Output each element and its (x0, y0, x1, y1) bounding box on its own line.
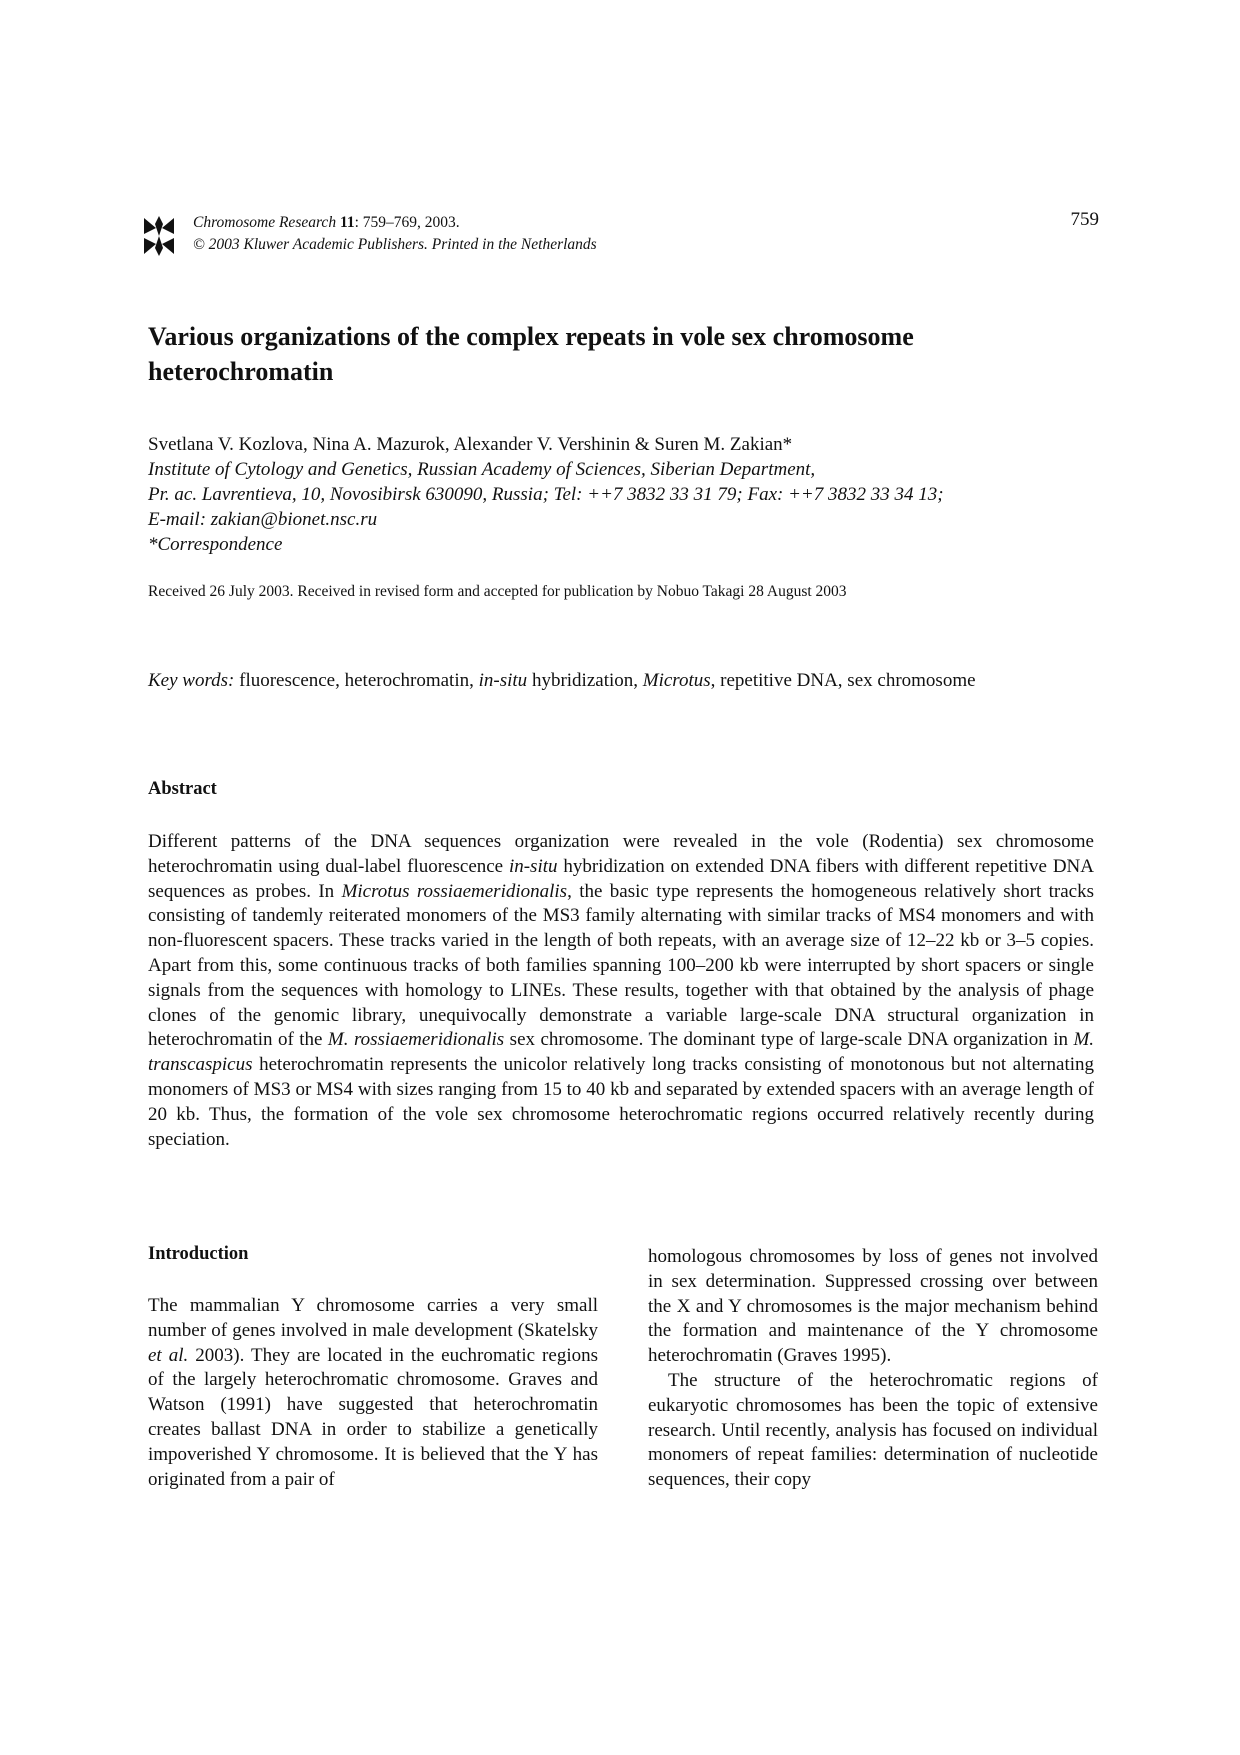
article-title: Various organizations of the complex repeats in vole sex chromosome heterochromatin (148, 322, 914, 386)
abstract-text: Different patterns of the DNA sequences organization were revealed in the vole (Rodentia) sex chromosome heterochromatin using dual-label fluorescence in-situ hybridization on extended DNA fibers with different repetitive DNA sequences as probes. In Microtus rossiaemeridionalis, the basic type represents the homogeneous relatively short tracks consisting of tandemly reiterated monomers of the MS3 family alternating with similar tracks of MS4 monomers and with non-fluorescent spacers. These tracks varied in the length of both repeats, with an average size of 12–22 kb or 3–5 copies. Apart from this, some continuous tracks of both families spanning 100–200 kb were interrupted by short spacers or single signals from the sequences with homology to LINEs. These results, together with that obtained by the analysis of phage clones of the genomic library, unequivocally demonstrate a variable large-scale DNA structural organization in heterochromatin of the M. rossiaemeridionalis sex chromosome. The dominant type of large-scale DNA organization in M. transcaspicus heterochromatin represents the unicolor relatively long tracks consisting of monotonous but not alternating monomers of MS3 or MS4 with sizes ranging from 15 to 40 kb and separated by extended spacers with an average length of 20 kb. Thus, the formation of the vole sex chromosome heterochromatic regions occurred relatively recently during speciation. (148, 831, 1095, 1150)
keyword-text: , repetitive DNA, sex chromosome (710, 670, 976, 691)
journal-name: Chromosome Research (193, 214, 337, 231)
journal-volume: 11 (339, 214, 355, 231)
intro-paragraph-continued: homologous chromosomes by loss of genes not involved in sex determination. Suppressed crossing over between the X and Y chromosomes is the major mechanism behind the formation and maintenance of the Y chromosome heterochromatin (Graves 1995). (648, 1246, 1098, 1367)
keywords (148, 668, 1098, 693)
introduction-right-column (648, 1245, 1098, 1493)
copyright-line: © 2003 Kluwer Academic Publishers. Printed in the Netherlands (193, 236, 597, 253)
journal-citation (193, 212, 597, 256)
email-line: E-mail: zakian@bionet.nsc.ru (148, 509, 378, 530)
introduction-left-column: The mammalian Y chromosome carries a very small number of genes involved in male development (Skatelsky et al. 2003). They are located in the euchromatic regions of the largely heterochromatic chromosome. Graves and Watson (1991) have suggested that heterochromatin creates ballast DNA in order to stabilize a genetically impoverished Y chromosome. It is believed that the Y has originated from a pair of (148, 1295, 598, 1490)
keyword-text: fluorescence, heterochromatin, (239, 670, 474, 691)
keyword-text: hybridization, (531, 670, 638, 691)
affiliation-line-1: Institute of Cytology and Genetics, Russian Academy of Sciences, Siberian Department, (148, 459, 816, 480)
abstract-heading: Abstract (148, 779, 217, 799)
journal-pages-year: : 759–769, 2003. (354, 214, 460, 231)
keywords-label: Key words: (148, 670, 235, 691)
received-dates: Received 26 July 2003. Received in revised form and accepted for publication by Nobuo Takagi 28 August 2003 (148, 583, 847, 600)
author-list: Svetlana V. Kozlova, Nina A. Mazurok, Alexander V. Vershinin & Suren M. Zakian* (148, 434, 793, 455)
page-number: 759 (1070, 209, 1099, 230)
affiliation-line-2: Pr. ac. Lavrentieva, 10, Novosibirsk 630090, Russia; Tel: ++7 3832 33 31 79; Fax: ++7 3832 33 34 13; (148, 484, 944, 505)
intro-paragraph-2: The structure of the heterochromatic regions of eukaryotic chromosomes has been the topic of extensive research. Until recently, analysis has focused on individual monomers of repeat families: determination of nucleotide sequences, their copy (648, 1369, 1098, 1491)
keyword-italic: Microtus (642, 670, 711, 691)
introduction-heading: Introduction (148, 1244, 249, 1264)
keyword-italic: in-situ (478, 670, 528, 691)
author-block (148, 432, 1098, 557)
publisher-logo-icon (142, 214, 176, 258)
correspondence-note: *Correspondence (148, 534, 283, 555)
